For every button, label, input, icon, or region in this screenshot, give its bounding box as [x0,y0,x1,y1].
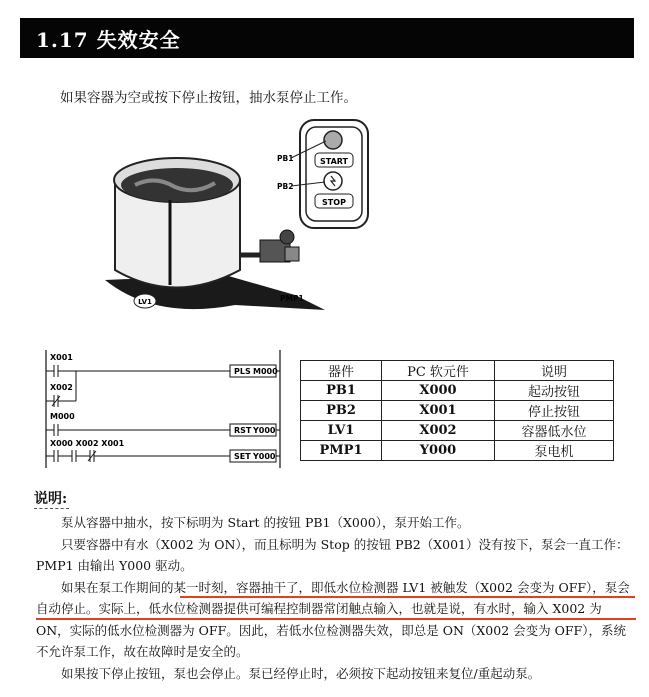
start-button-label: START [319,157,349,166]
highlight-underline-2 [36,618,636,620]
paragraph-2: 只要容器中有水（X002 为 ON），而且标明为 Stop 的按钮 PB2（X001）没有按下，泵会一直工作：PMP1 由输出 Y000 驱动。 [36,536,629,573]
table-row: PB1 X000 起动按钮 [301,381,614,401]
paragraph-4: 如果按下停止按钮，泵也会停止。泵已经停止时，必须按下起动按钮来复位/重起动泵。 [61,665,541,681]
pmp1-label: PMP1 [280,294,304,303]
io-table [300,360,614,461]
rst-device: Y000 [253,426,276,435]
set-instr: SET [234,452,251,461]
pb1-label: PB1 [277,154,294,163]
explain-heading: 说明: [34,488,69,509]
control-panel [300,120,368,228]
explanation-body [36,512,636,684]
section-title: 1.17 失效安全 [36,27,181,52]
pump-icon [260,230,299,262]
highlight-underline-1 [180,596,635,598]
series-contacts-label: X000 X002 X001 [50,439,125,448]
contact-x002-label: X002 [50,383,73,392]
ladder-diagram [40,346,285,471]
table-row: LV1 X002 容器低水位 [301,421,614,441]
io-header-desc: 说明 [495,361,614,381]
contact-m000-label: M000 [50,412,75,421]
stop-button-label: STOP [322,198,346,207]
table-row: PB2 X001 停止按钮 [301,401,614,421]
table-row: PMP1 Y000 泵电机 [301,441,614,461]
paragraph-3: 如果在泵工作期间的某一时刻，容器抽干了，即低水位检测器 LV1 被触发（X002 会变为 OFF），泵会自动停止。实际上，低水位检测器提供可编程控制器常闭触点输入，也就是说，有水时，输入 X002 为 ON，实际的低水位检测器为 OFF。因此，若低水位检测器失效，即总是 ON（X002 会变为 OFF），系统不允许泵工作，故在故障时是安全的。 [36,579,630,659]
io-table-header [301,361,614,381]
tank-pump-illustration [95,105,395,325]
io-header-pc: PC 软元件 [382,361,495,381]
pls-instr: PLS [234,367,251,376]
io-header-device: 器件 [301,361,382,381]
lv1-label: LV1 [138,298,152,306]
paragraph-1: 泵从容器中抽水，按下标明为 Start 的按钮 PB1（X000），泵开始工作。 [61,515,470,530]
section-title-bar [20,18,634,58]
pb2-label: PB2 [277,182,294,191]
set-device: Y000 [253,452,276,461]
contact-x001-label: X001 [50,353,73,362]
intro-text: 如果容器为空或按下停止按钮，抽水泵停止工作。 [60,90,357,106]
rst-instr: RST [234,426,252,435]
start-button-light [324,131,342,149]
pls-device: M000 [253,367,278,376]
